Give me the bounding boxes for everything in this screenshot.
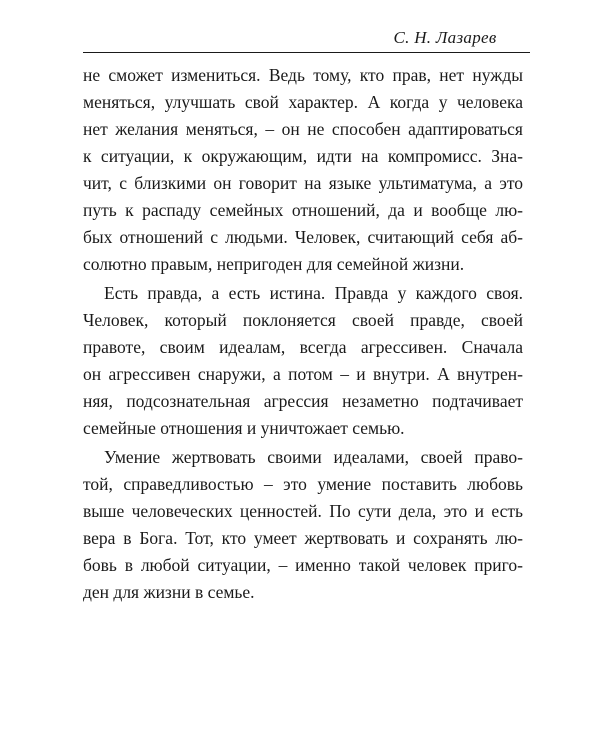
text-line: правоте, своим идеалам, всегда агрессивен. Сначала <box>83 337 523 357</box>
text-line: чит, с близкими он говорит на языке ультиматума, а это <box>83 173 523 193</box>
running-head-author: С. Н. Лазарев <box>393 28 497 47</box>
body-text <box>83 62 523 606</box>
text-line: Умение жертвовать своими идеалами, своей право- <box>104 447 523 467</box>
text-line: выше человеческих ценностей. По сути дела, это и есть <box>83 501 523 521</box>
paragraph-3 <box>83 444 523 606</box>
text-line: вера в Бога. Тот, кто умеет жертвовать и сохранять лю- <box>83 528 523 548</box>
text-line: нет желания меняться, – он не способен адаптироваться <box>83 119 523 139</box>
text-line: Человек, который поклоняется своей правде, своей <box>83 310 523 330</box>
text-line: ден для жизни в семье. <box>83 582 255 602</box>
text-line: бых отношений с людьми. Человек, считающий себя аб- <box>83 227 523 247</box>
header-rule <box>83 52 530 53</box>
text-line: солютно правым, непригоден для семейной жизни. <box>83 254 465 274</box>
text-line: няя, подсознательная агрессия незаметно подтачивает <box>83 391 523 411</box>
text-line: он агрессивен снаружи, а потом – и внутри. А внутрен- <box>83 364 523 384</box>
text-line: бовь в любой ситуации, – именно такой человек приго- <box>83 555 523 575</box>
text-line: той, справедливостью – это умение поставить любовь <box>83 474 523 494</box>
paragraph-2 <box>83 280 523 442</box>
text-line: путь к распаду семейных отношений, да и вообще лю- <box>83 200 523 220</box>
text-line: меняться, улучшать свой характер. А когда у человека <box>83 92 523 112</box>
text-line: не сможет измениться. Ведь тому, кто прав, нет нужды <box>83 65 523 85</box>
text-line: семейные отношения и уничтожает семью. <box>83 418 405 438</box>
text-line: Есть правда, а есть истина. Правда у каждого своя. <box>104 283 523 303</box>
text-line: к ситуации, к окружающим, идти на компромисс. Зна- <box>83 146 523 166</box>
paragraph-1 <box>83 62 523 278</box>
